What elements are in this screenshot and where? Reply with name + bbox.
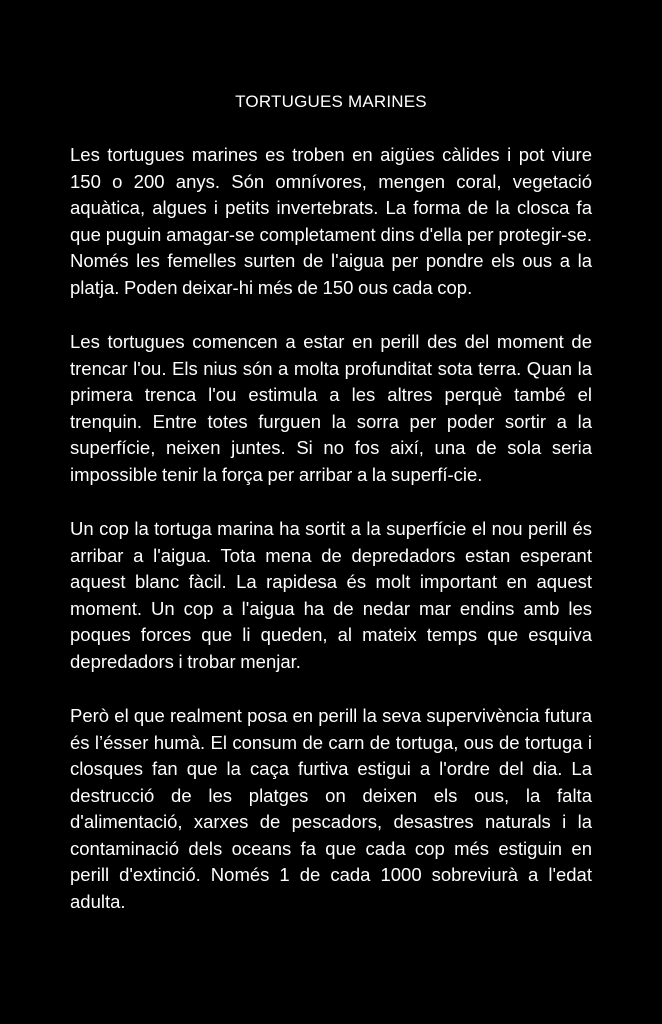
paragraph-3: Un cop la tortuga marina ha sortit a la superfície el nou perill és arribar a l'aigua. Tota mena de depredadors estan esperant aquest blanc fàcil. La rapidesa és molt important en aquest moment. Un cop a l'aigua ha de nedar mar endins amb les poques forces que li queden, al mateix temps que esquiva depredadors i trobar menjar. [70,518,592,672]
paragraph-4: Però el que realment posa en perill la seva supervivència futura és l’ésser humà. El consum de carn de tortuga, ous de tortuga i closques fan que la caça furtiva estigui a l'ordre del dia. La destrucció de les platges on deixen els ous, la falta d'alimentació, xarxes de pescadors, desastres naturals i la contaminació dels oceans fa que cada cop més estiguin en perill d'extinció. Només 1 de cada 1000 sobreviurà a l'edat adulta. [70,705,592,912]
paragraph-1: Les tortugues marines es troben en aigües càlides i pot viure 150 o 200 anys. Són omnívores, mengen coral, vegetació aquàtica, algues i petits invertebrats. La forma de la closca fa que puguin amagar-se completament dins d'ella per protegir-se. Només les femelles surten de l'aigua per pondre els ous a la platja. Poden deixar-hi més de 150 ous cada cop. [70,144,592,298]
paragraph-2: Les tortugues comencen a estar en perill des del moment de trencar l'ou. Els nius són a molta profunditat sota terra. Quan la primera trenca l'ou estimula a les altres perquè també el trenquin. Entre totes furguen la sorra per poder sortir a la superfície, neixen juntes. Si no fos així, una de sola seria impossible tenir la força per arribar a la superfí-cie. [70,331,592,485]
document-body [70,142,592,943]
page-title: TORTUGUES MARINES [235,92,427,111]
